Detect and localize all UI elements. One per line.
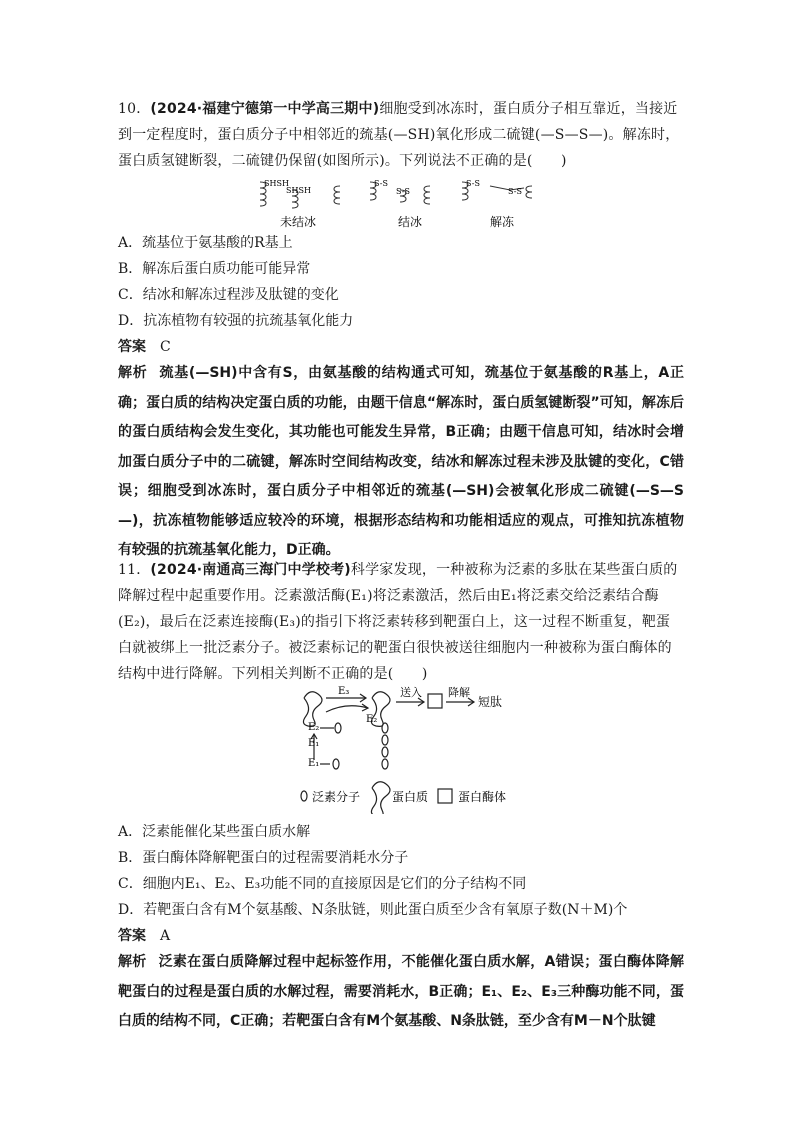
sh-group-label-1: SHSH [264,179,289,188]
question-10-option-b: B．解冻后蛋白质功能可能异常 [118,261,311,277]
question-10-stem [118,96,684,174]
ss-group-label-1: S-S [374,179,388,188]
protein-freeze-figure [250,176,550,232]
label-e2-top: E₂ [366,714,378,725]
answer-label: 答案 [118,928,146,944]
explanation-text: 泛素在蛋白质降解过程中起标签作用，不能催化蛋白质水解，A错误；蛋白酶体降解靶蛋白的过程是蛋白质的水解过程，需要消耗水，B正确；E₁、E₂、E₃三种酶功能不同，蛋白质的结构不同，C正确；若靶蛋白含有M个氨基酸、N条肽链，至少含有M－N个肽键 [118,954,684,1029]
label-degrade: 降解 [448,686,470,699]
question-10-number: 10． [118,101,151,117]
question-11-text: 科学家发现，一种被称为泛素的多肽在某些蛋白质的降解过程中起重要作用。泛素激活酶(E₁)将泛素激活，然后由E₁将泛素交给泛素结合酶(E₂)，最后在泛素连接酶(E₃)的指引下将泛素转移到靶蛋白上，这一过程不断重复，靶蛋白就被绑上一批泛素分子。被泛素标记的靶蛋白很快被送往细胞内一种被称为蛋白酶体的结构中进行降解。下列相关判断不正确的是( ) [118,562,678,682]
ss-group-label-3: S-S [466,179,480,188]
explanation-text: 巯基(—SH)中含有S，由氨基酸的结构通式可知，巯基位于氨基酸的R基上，A正确；蛋白质的结构决定蛋白质的功能，由题干信息“解冻时，蛋白质氢键断裂”可知，解冻后的蛋白质结构会发生变化，其功能也可能发生异常，B正确；由题干信息可知，结冰时会增加蛋白质分子中的二硫键，解冻时空间结构改变，结冰和解冻过程未涉及肽键的变化，C错误；细胞受到冰冻时，蛋白质分子中相邻近的巯基(—SH)会被氧化形成二硫键(—S—S—)，抗冻植物能够适应较冷的环境，根据形态结构和功能相适应的观点，可推知抗冻植物有较强的抗巯基氧化能力，D正确。 [118,365,684,558]
ss-group-label-2: S-S [396,187,410,196]
question-11-stem [118,557,684,687]
legend-proteasome-icon [438,789,452,803]
question-10-source: (2024·福建宁德第一中学高三期中) [150,101,380,117]
question-11-option-b: B．蛋白酶体降解靶蛋白的过程需要消耗水分子 [118,850,409,866]
legend-proteasome-label: 蛋白酶体 [458,790,507,804]
question-10-option-a: A．巯基位于氨基酸的R基上 [118,235,293,251]
explanation-label: 解析 [118,365,148,381]
explanation-label: 解析 [118,954,147,970]
legend-protein-icon [371,782,390,814]
sh-group-label-2: SHSH [286,186,311,195]
ss-group-label-4: S-S [508,187,522,196]
question-11-explanation [118,948,684,1037]
question-10-answer [118,334,171,360]
answer-label: 答案 [118,339,146,355]
legend-ubiquitin-icon [301,791,307,801]
question-11-option-a: A．泛素能催化某些蛋白质水解 [118,824,311,840]
question-11-number: 11． [118,562,151,578]
question-11-option-d: D．若靶蛋白含有M个氨基酸、N条肽链，则此蛋白质至少含有氧原子数(N＋M)个 [118,902,628,918]
figure-label-unfrozen: 未结冰 [280,215,317,229]
legend-protein-label: 蛋白质 [392,790,429,804]
label-short-peptide: 短肽 [478,695,503,709]
label-send-in: 送入 [400,686,422,699]
figure-label-thawed: 解冻 [490,215,515,229]
question-11-answer [118,923,170,949]
proteasome-icon [428,694,442,708]
legend-ubiquitin-label: 泛素分子 [312,790,361,804]
label-e2-left: E₂ [308,722,320,733]
question-10-option-c: C．结冰和解冻过程涉及肽键的变化 [118,287,339,303]
ubiquitin-pathway-figure [296,684,516,814]
question-11-option-c: C．细胞内E₁、E₂、E₃功能不同的直接原因是它们的分子结构不同 [118,876,527,892]
figure-label-frozen: 结冰 [398,215,423,229]
answer-value: C [160,339,171,355]
answer-value: A [160,928,171,944]
question-10-explanation [118,359,684,566]
label-e1-left: E₁ [308,758,320,769]
label-e3: E₃ [338,686,350,697]
question-11-source: (2024·南通高三海门中学校考) [150,562,351,578]
question-10-option-d: D．抗冻植物有较强的抗巯基氧化能力 [118,313,354,329]
question-10-text: 细胞受到冰冻时，蛋白质分子相互靠近，当接近到一定程度时，蛋白质分子中相邻近的巯基(—SH)氧化形成二硫键(—S—S—)。解冻时，蛋白质氢键断裂，二硫键仍保留(如图所示)。下列说法不正确的是( ) [118,101,680,169]
label-e1-arrow: E₁ [308,738,320,749]
